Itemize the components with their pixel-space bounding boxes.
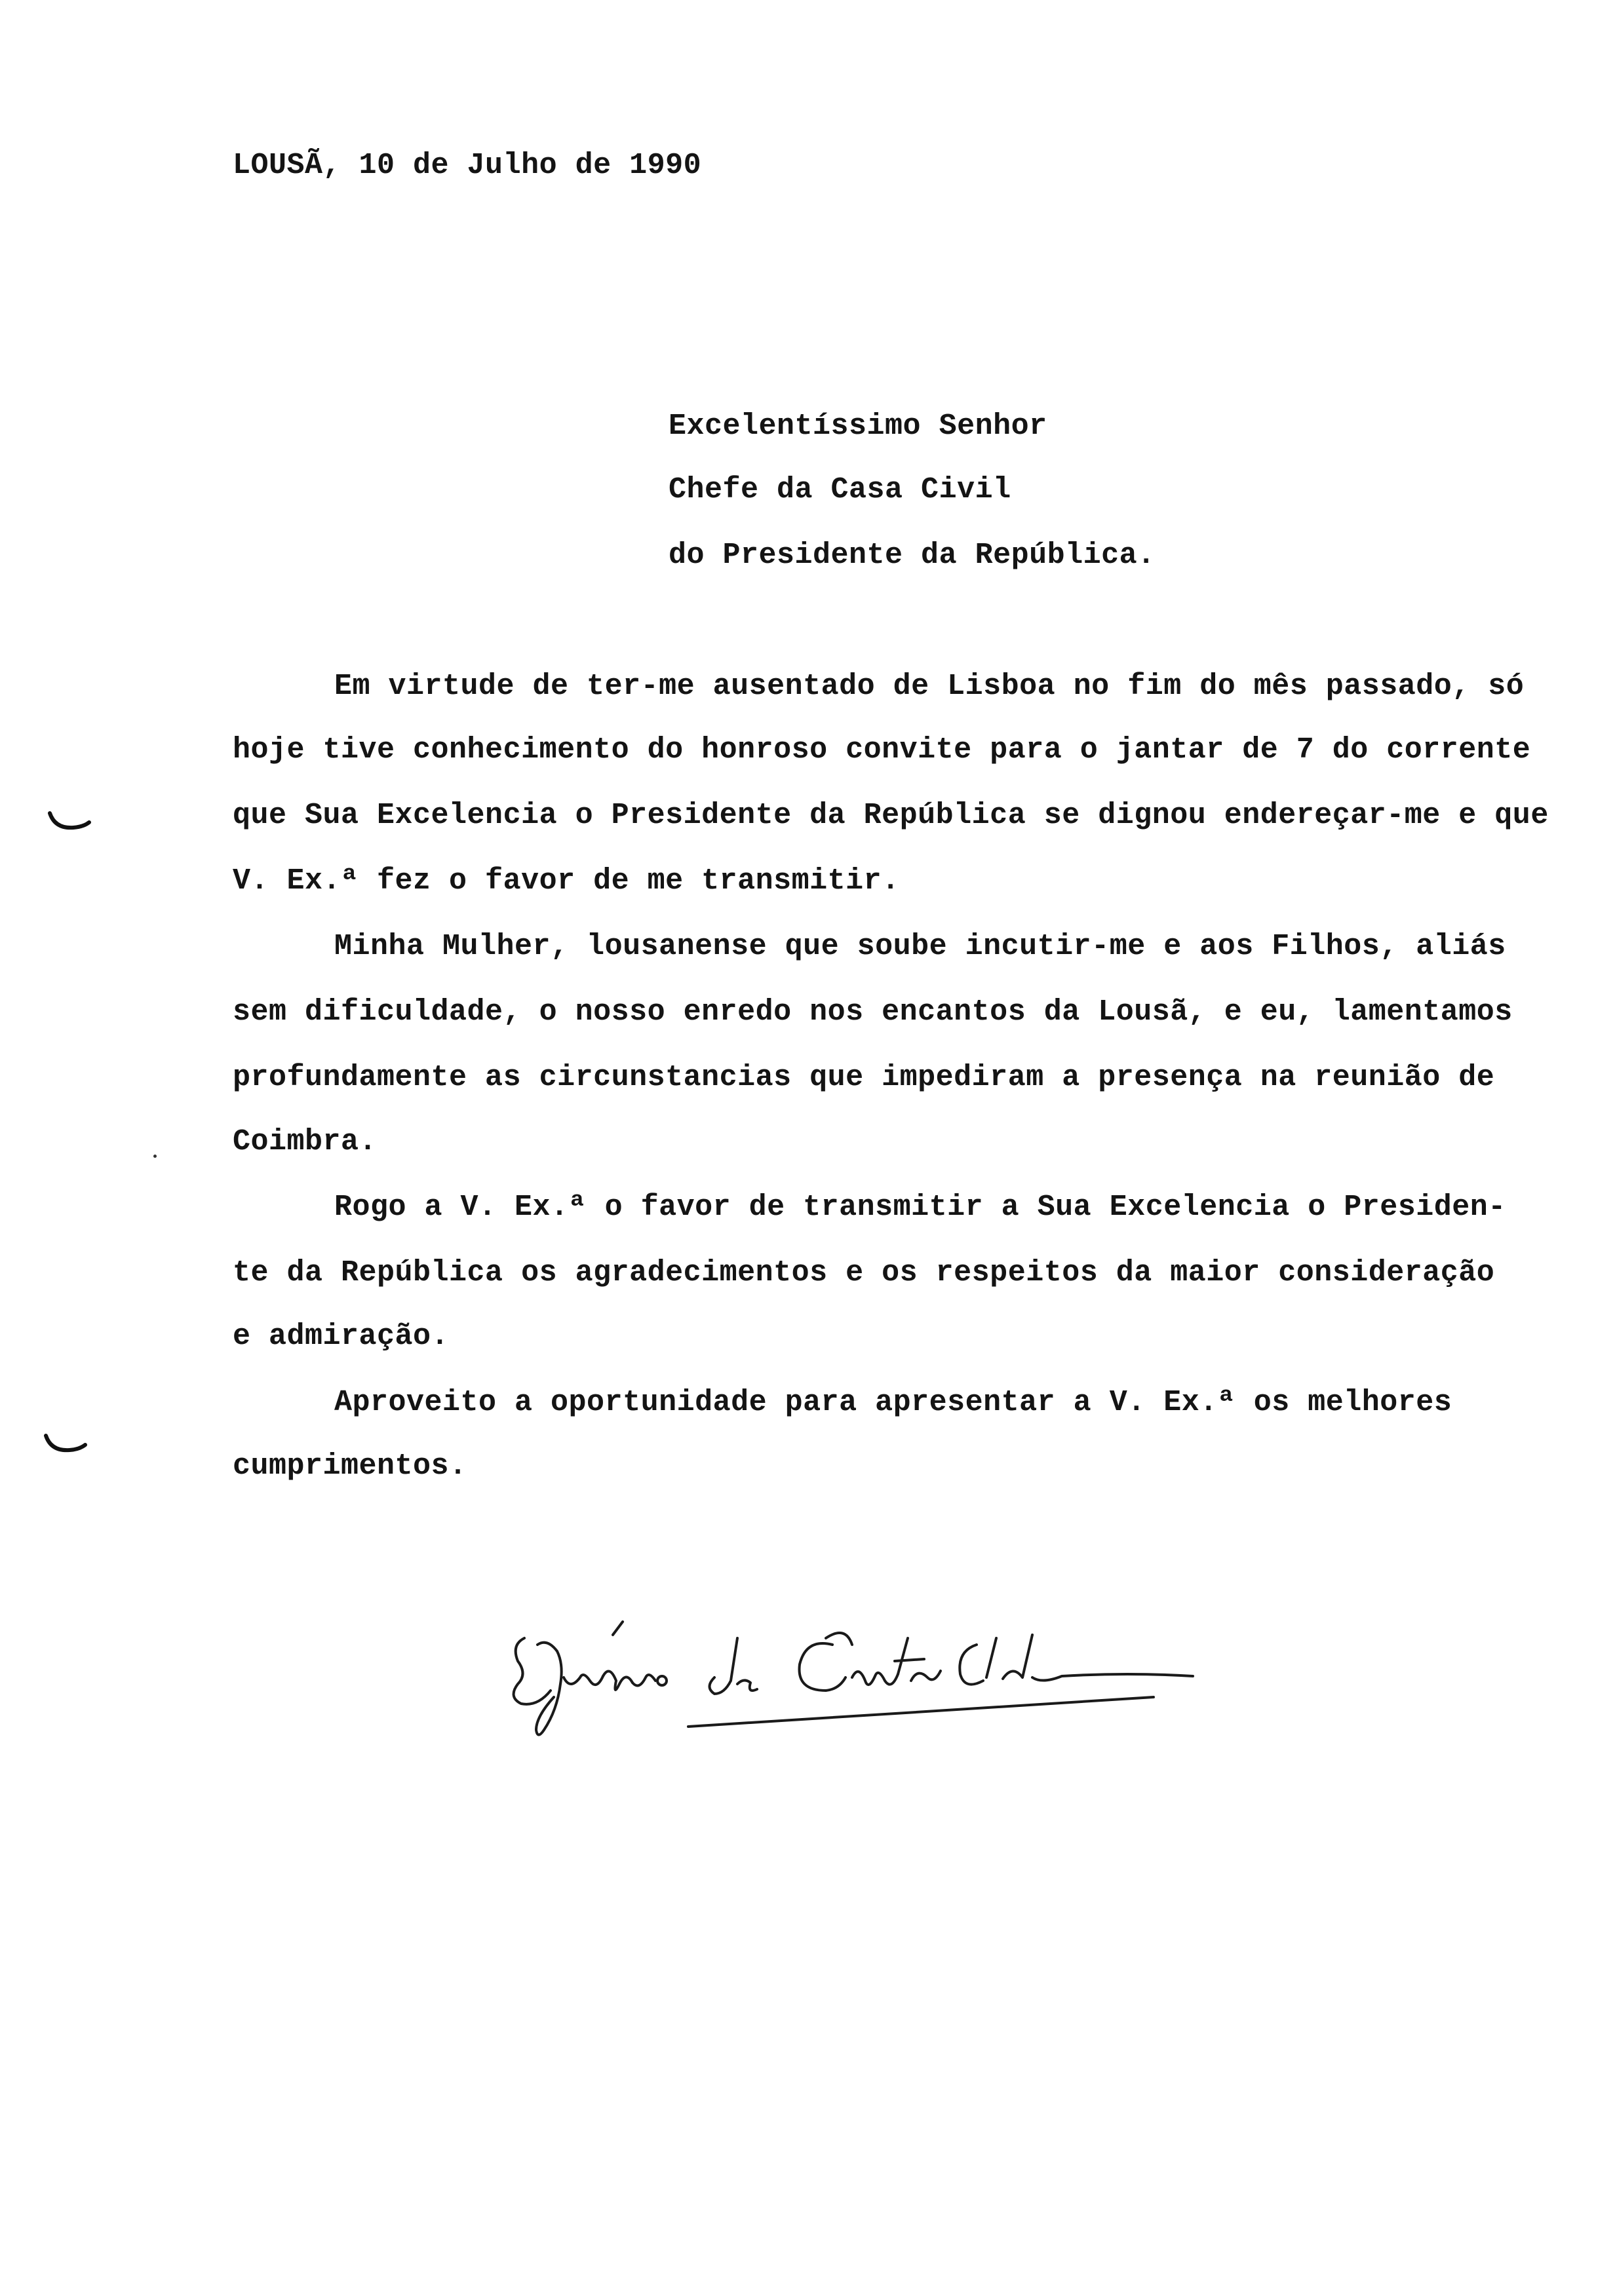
paragraph-3-line-2: te da República os agradecimentos e os respeitos da maior consideração bbox=[233, 1256, 1495, 1290]
paragraph-3-line-3: e admiração. bbox=[233, 1320, 450, 1353]
scan-speck bbox=[153, 1155, 157, 1158]
paragraph-2-line-4: Coimbra. bbox=[233, 1125, 378, 1158]
dateline: LOUSÃ, 10 de Julho de 1990 bbox=[233, 149, 702, 182]
recipient-line-2: Chefe da Casa Civil bbox=[669, 473, 1011, 507]
paragraph-1-line-3: que Sua Excelencia o Presidente da República se dignou endereçar-me e que bbox=[233, 799, 1549, 832]
paragraph-4-line-2: cumprimentos. bbox=[233, 1449, 467, 1483]
paragraph-2-line-1: Minha Mulher, lousanense que soube incutir-me e aos Filhos, aliás bbox=[334, 930, 1506, 963]
punch-mark-upper bbox=[47, 809, 93, 835]
paragraph-4-line-1: Aproveito a oportunidade para apresentar a V. Ex.ª os melhores bbox=[334, 1386, 1452, 1419]
paragraph-2-line-3: profundamente as circunstancias que impediram a presença na reunião de bbox=[233, 1061, 1495, 1094]
paragraph-1-line-2: hoje tive conhecimento do honroso convite para o jantar de 7 do corrente bbox=[233, 733, 1531, 767]
paragraph-1-line-4: V. Ex.ª fez o favor de me transmitir. bbox=[233, 864, 900, 898]
paragraph-3-line-1: Rogo a V. Ex.ª o favor de transmitir a Sua Excelencia o Presiden- bbox=[334, 1191, 1506, 1224]
recipient-line-1: Excelentíssimo Senhor bbox=[669, 410, 1047, 443]
paragraph-1-line-1: Em virtude de ter-me ausentado de Lisboa no fim do mês passado, só bbox=[334, 670, 1525, 703]
recipient-line-3: do Presidente da República. bbox=[669, 539, 1156, 572]
handwritten-signature bbox=[498, 1599, 1206, 1756]
paragraph-2-line-2: sem dificuldade, o nosso enredo nos encantos da Lousã, e eu, lamentamos bbox=[233, 995, 1513, 1029]
punch-mark-lower bbox=[43, 1432, 89, 1458]
